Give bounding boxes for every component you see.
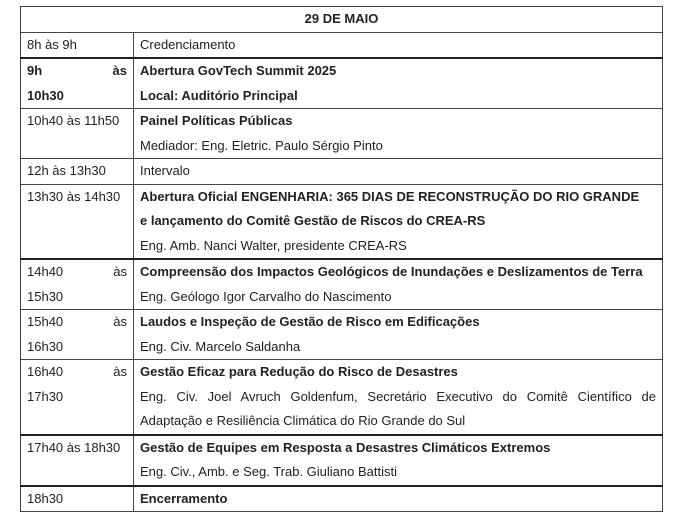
table-row xyxy=(21,184,663,259)
table-row xyxy=(21,58,663,109)
time-cell xyxy=(21,58,134,109)
time-cell: 17h40 às 18h30 xyxy=(21,435,134,486)
description-cell xyxy=(134,259,663,310)
time-separator: às xyxy=(113,314,127,329)
time-end: 17h30 xyxy=(27,388,64,404)
time-cell: 10h40 às 11h50 xyxy=(21,109,134,159)
time-cell xyxy=(21,360,134,435)
table-row xyxy=(21,159,663,185)
table-row xyxy=(21,310,663,360)
description-cell xyxy=(134,184,663,259)
time-cell: 18h30 xyxy=(21,486,134,512)
session-title: Intervalo xyxy=(140,163,190,178)
time-end: 16h30 xyxy=(27,338,64,354)
time-cell: 8h às 9h xyxy=(21,32,134,58)
session-speaker: Mediador: Eng. Eletric. Paulo Sérgio Pinto xyxy=(140,137,383,153)
table-row xyxy=(21,259,663,310)
session-title: Gestão Eficaz para Redução do Risco de Desastres xyxy=(140,364,458,379)
session-title: Abertura Oficial ENGENHARIA: 365 DIAS DE RECONSTRUÇÃO DO RIO GRANDE xyxy=(140,188,640,204)
session-speaker: Eng. Geólogo Igor Carvalho do Nascimento xyxy=(140,288,392,304)
session-title: Compreensão dos Impactos Geológicos de Inundações e Deslizamentos de Terra xyxy=(140,264,643,279)
description-cell xyxy=(134,310,663,360)
time-start: 15h40 xyxy=(27,314,64,329)
session-title: Painel Políticas Públicas xyxy=(140,113,293,128)
time-start: 14h40 xyxy=(27,264,64,279)
day-header-row xyxy=(21,7,663,33)
session-title: Abertura GovTech Summit 2025 xyxy=(140,63,337,78)
session-speaker: Eng. Civ. Marcelo Saldanha xyxy=(140,338,301,354)
session-speaker: Eng. Civ. Joel Avruch Goldenfum, Secretário Executivo do Comitê Científico de Adaptação e Resiliência Climática do Rio Grande do Sul xyxy=(140,388,656,428)
session-title: Laudos e Inspeção de Gestão de Risco em Edificações xyxy=(140,314,480,329)
time-cell xyxy=(21,259,134,310)
time-start: 9h xyxy=(27,63,43,78)
description-cell xyxy=(134,109,663,159)
time-cell xyxy=(21,310,134,360)
session-speaker: Eng. Amb. Nanci Walter, presidente CREA-RS xyxy=(140,237,407,253)
description-cell xyxy=(134,435,663,486)
session-subtitle: e lançamento do Comitê Gestão de Riscos do CREA-RS xyxy=(140,213,486,228)
table-row xyxy=(21,486,663,512)
session-location: Local: Auditório Principal xyxy=(140,87,298,103)
session-title: Gestão de Equipes em Resposta a Desastres Climáticos Extremos xyxy=(140,439,551,455)
description-cell xyxy=(134,32,663,58)
day-header: 29 DE MAIO xyxy=(21,7,663,33)
session-speaker: Eng. Civ., Amb. e Seg. Trab. Giuliano Battisti xyxy=(140,464,397,479)
table-row xyxy=(21,360,663,435)
description-cell xyxy=(134,486,663,512)
time-separator: às xyxy=(112,63,127,78)
time-separator: às xyxy=(113,364,127,379)
description-cell xyxy=(134,360,663,435)
table-row xyxy=(21,32,663,58)
session-title: Credenciamento xyxy=(140,36,236,52)
time-cell: 13h30 às 14h30 xyxy=(21,184,134,259)
schedule-table xyxy=(20,6,663,512)
time-end: 10h30 xyxy=(27,87,64,103)
description-cell xyxy=(134,58,663,109)
table-row xyxy=(21,435,663,486)
time-end: 15h30 xyxy=(27,288,64,304)
time-start: 16h40 xyxy=(27,364,64,379)
session-title: Encerramento xyxy=(140,490,228,506)
time-separator: às xyxy=(113,264,127,279)
time-cell: 12h às 13h30 xyxy=(21,159,134,185)
table-row xyxy=(21,109,663,159)
description-cell xyxy=(134,159,663,185)
